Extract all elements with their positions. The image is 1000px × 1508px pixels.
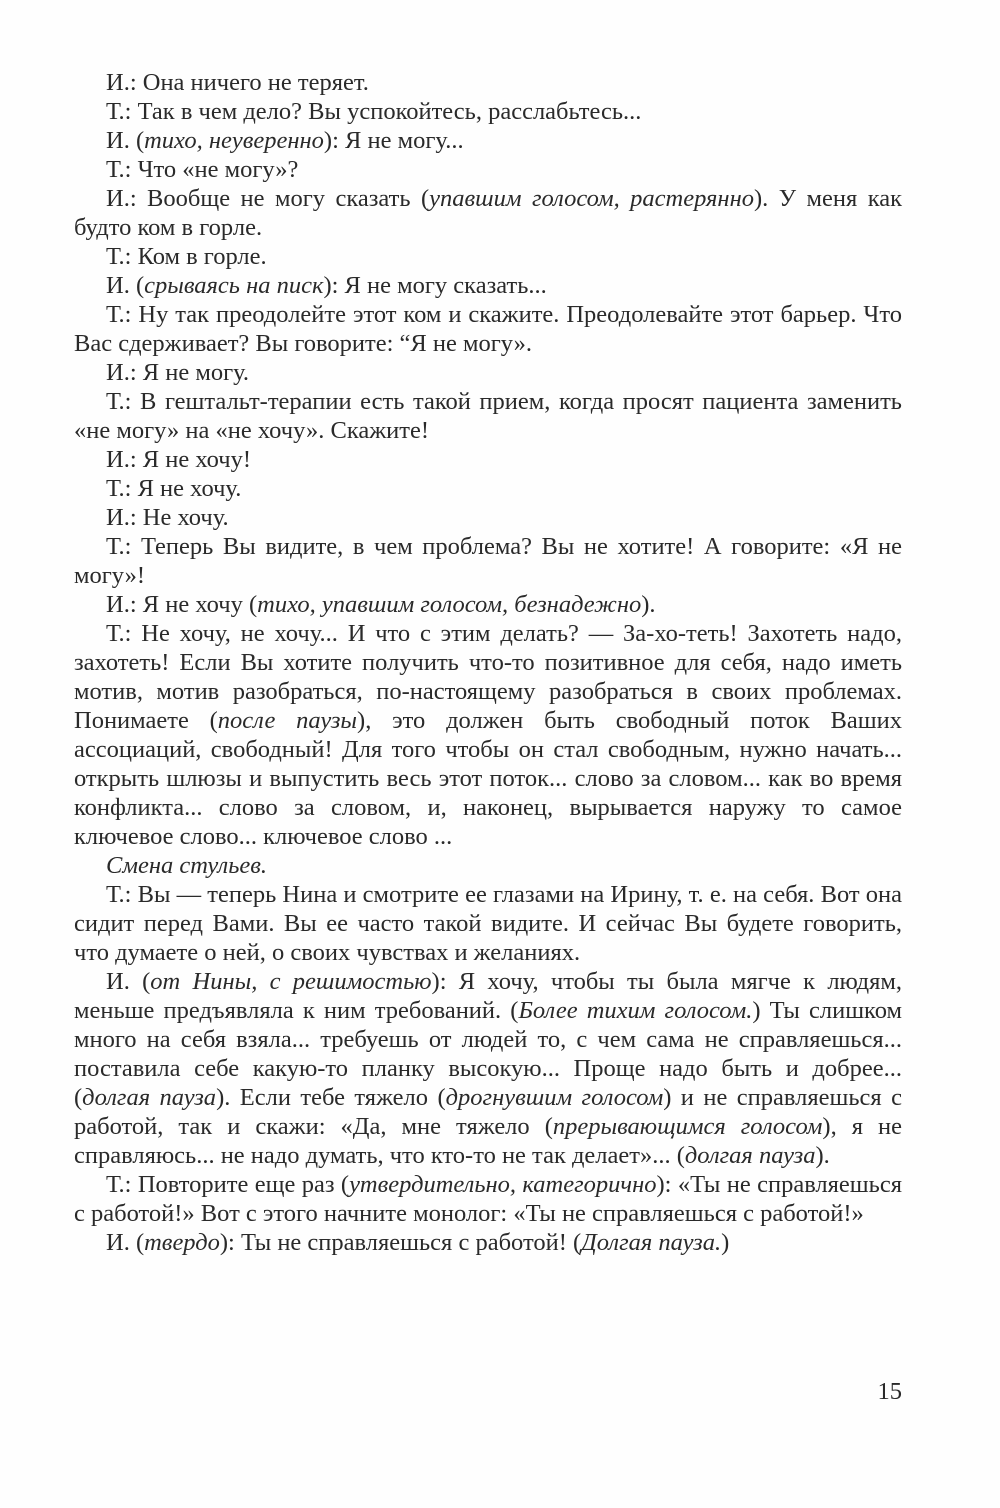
text-segment: Т.: Вы — теперь Нина и смотрите ее глазами на Ирину, т. е. на себя. Вот она сидит перед Вами. Вы ее часто такой видите. И сейчас Вы будете говорить, что думаете о ней, о своих чувствах и желаниях. <box>74 881 902 966</box>
stage-direction: срываясь на писк <box>144 272 324 299</box>
text-segment: ) и не справляешься с работой, так и скажи: «Да, мне тяжело ( <box>74 1084 902 1140</box>
text-segment: ): Я хочу, чтобы ты была мягче к людям, меньше предъявляла к ним требований. ( <box>74 968 902 1024</box>
paragraph-6 <box>74 242 902 271</box>
text-segment: ) <box>721 1229 730 1256</box>
text-segment: ), это должен быть свободный поток Ваших ассоциаций, свободный! Для того чтобы он стал свободным, нужно начать... открыть шлюзы и выпустить весь этот поток... слово за словом... как во время конфликта... слово за словом, и, наконец, вырывается наружу то самое ключевое слово... ключевое слово ... <box>74 707 902 850</box>
text-segment: И. ( <box>106 272 145 299</box>
text-segment: Т.: Что «не могу»? <box>106 156 299 183</box>
text-segment: Т.: Так в чем дело? Вы успокойтесь, расслабьтесь... <box>106 98 642 125</box>
text-segment: Т.: Ком в горле. <box>106 243 267 270</box>
paragraph-2 <box>74 97 902 126</box>
page-text <box>74 68 902 1257</box>
text-segment: Т.: Я не хочу. <box>106 475 242 502</box>
text-segment: Т.: Не хочу, не хочу... И что с этим делать? — За-хо-теть! Захотеть надо, захотеть! Если Вы хотите получить что-то позитивное для себя, надо иметь мотив, мотив разобраться, по-настоящему разобраться в своих проблемах. Понимаете ( <box>74 620 902 734</box>
paragraph-5 <box>74 184 902 242</box>
paragraph-18 <box>74 880 902 967</box>
stage-direction: Более тихим голосом. <box>518 997 753 1024</box>
text-segment: ). <box>641 591 656 618</box>
text-segment: Т.: Ну так преодолейте этот ком и скажите. Преодолевайте этот барьер. Что Вас сдерживает? Вы говорите: “Я не могу». <box>74 301 902 357</box>
text-segment: И.: Я не хочу! <box>106 446 251 473</box>
paragraph-1 <box>74 68 902 97</box>
paragraph-10 <box>74 387 902 445</box>
stage-direction: тихо, упавшим голосом, безнадежно <box>257 591 642 618</box>
paragraph-17 <box>74 851 902 880</box>
text-segment: ). У меня как будто ком в горле. <box>74 185 903 241</box>
stage-direction: после паузы <box>217 707 358 734</box>
paragraph-21 <box>74 1228 902 1257</box>
stage-direction: прерывающимся голосом <box>552 1113 823 1140</box>
stage-direction: долгая пауза <box>684 1142 816 1169</box>
paragraph-19 <box>74 967 902 1170</box>
text-segment: Т.: Повторите еще раз ( <box>106 1171 350 1198</box>
stage-direction: упавшим голосом, растерянно <box>429 185 754 212</box>
stage-direction: Долгая пауза. <box>581 1229 722 1256</box>
paragraph-4 <box>74 155 902 184</box>
paragraph-3 <box>74 126 902 155</box>
stage-direction: дрогнувшим голосом <box>445 1084 664 1111</box>
stage-direction: утвердительно, категорично <box>349 1171 657 1198</box>
paragraph-9 <box>74 358 902 387</box>
stage-direction: тихо, неуверенно <box>144 127 324 154</box>
paragraph-11 <box>74 445 902 474</box>
paragraph-15 <box>74 590 902 619</box>
page-number: 15 <box>877 1378 902 1405</box>
text-segment: И.: Я не могу. <box>106 359 250 386</box>
text-segment: И.: Я не хочу ( <box>106 591 258 618</box>
text-segment: Т.: Теперь Вы видите, в чем проблема? Вы не хотите! А говорите: «Я не могу»! <box>74 533 902 589</box>
text-segment: И. ( <box>106 968 151 995</box>
text-segment: ). <box>815 1142 830 1169</box>
text-segment: ), я не справляюсь... не надо думать, что кто-то не так делает»... ( <box>74 1113 903 1169</box>
stage-direction: от Нины, с решимостью <box>150 968 432 995</box>
text-segment: И.: Вообще не могу сказать ( <box>106 185 430 212</box>
text-segment: ). Если тебе тяжело ( <box>216 1084 446 1111</box>
stage-direction: Смена стульев. <box>106 852 268 879</box>
paragraph-13 <box>74 503 902 532</box>
paragraph-16 <box>74 619 902 851</box>
paragraph-7 <box>74 271 902 300</box>
text-segment: И.: Она ничего не теряет. <box>106 69 369 96</box>
text-segment: ): Я не могу... <box>323 127 464 154</box>
stage-direction: долгая пауза <box>82 1084 217 1111</box>
text-segment: И. ( <box>106 1229 145 1256</box>
text-segment: И.: Не хочу. <box>106 504 229 531</box>
text-segment: ): «Ты не справляешься с работой!» Вот с этого начните монолог: «Ты не справляешься с работой!» <box>74 1171 902 1227</box>
paragraph-8 <box>74 300 902 358</box>
text-segment: Т.: В гештальт-терапии есть такой прием, когда просят пациента заменить «не могу» на «не хочу». Скажите! <box>74 388 902 444</box>
paragraph-20 <box>74 1170 902 1228</box>
paragraph-14 <box>74 532 902 590</box>
text-segment: ): Ты не справляешься с работой! ( <box>219 1229 582 1256</box>
text-segment: И. ( <box>106 127 145 154</box>
paragraph-12 <box>74 474 902 503</box>
text-segment: ) Ты слишком много на себя взяла... требуешь от людей то, с чем сама не справляешься... поставила себе какую-то планку высокую... Проще надо быть и добрее... ( <box>74 997 903 1111</box>
stage-direction: твердо <box>144 1229 220 1256</box>
text-segment: ): Я не могу сказать... <box>323 272 547 299</box>
